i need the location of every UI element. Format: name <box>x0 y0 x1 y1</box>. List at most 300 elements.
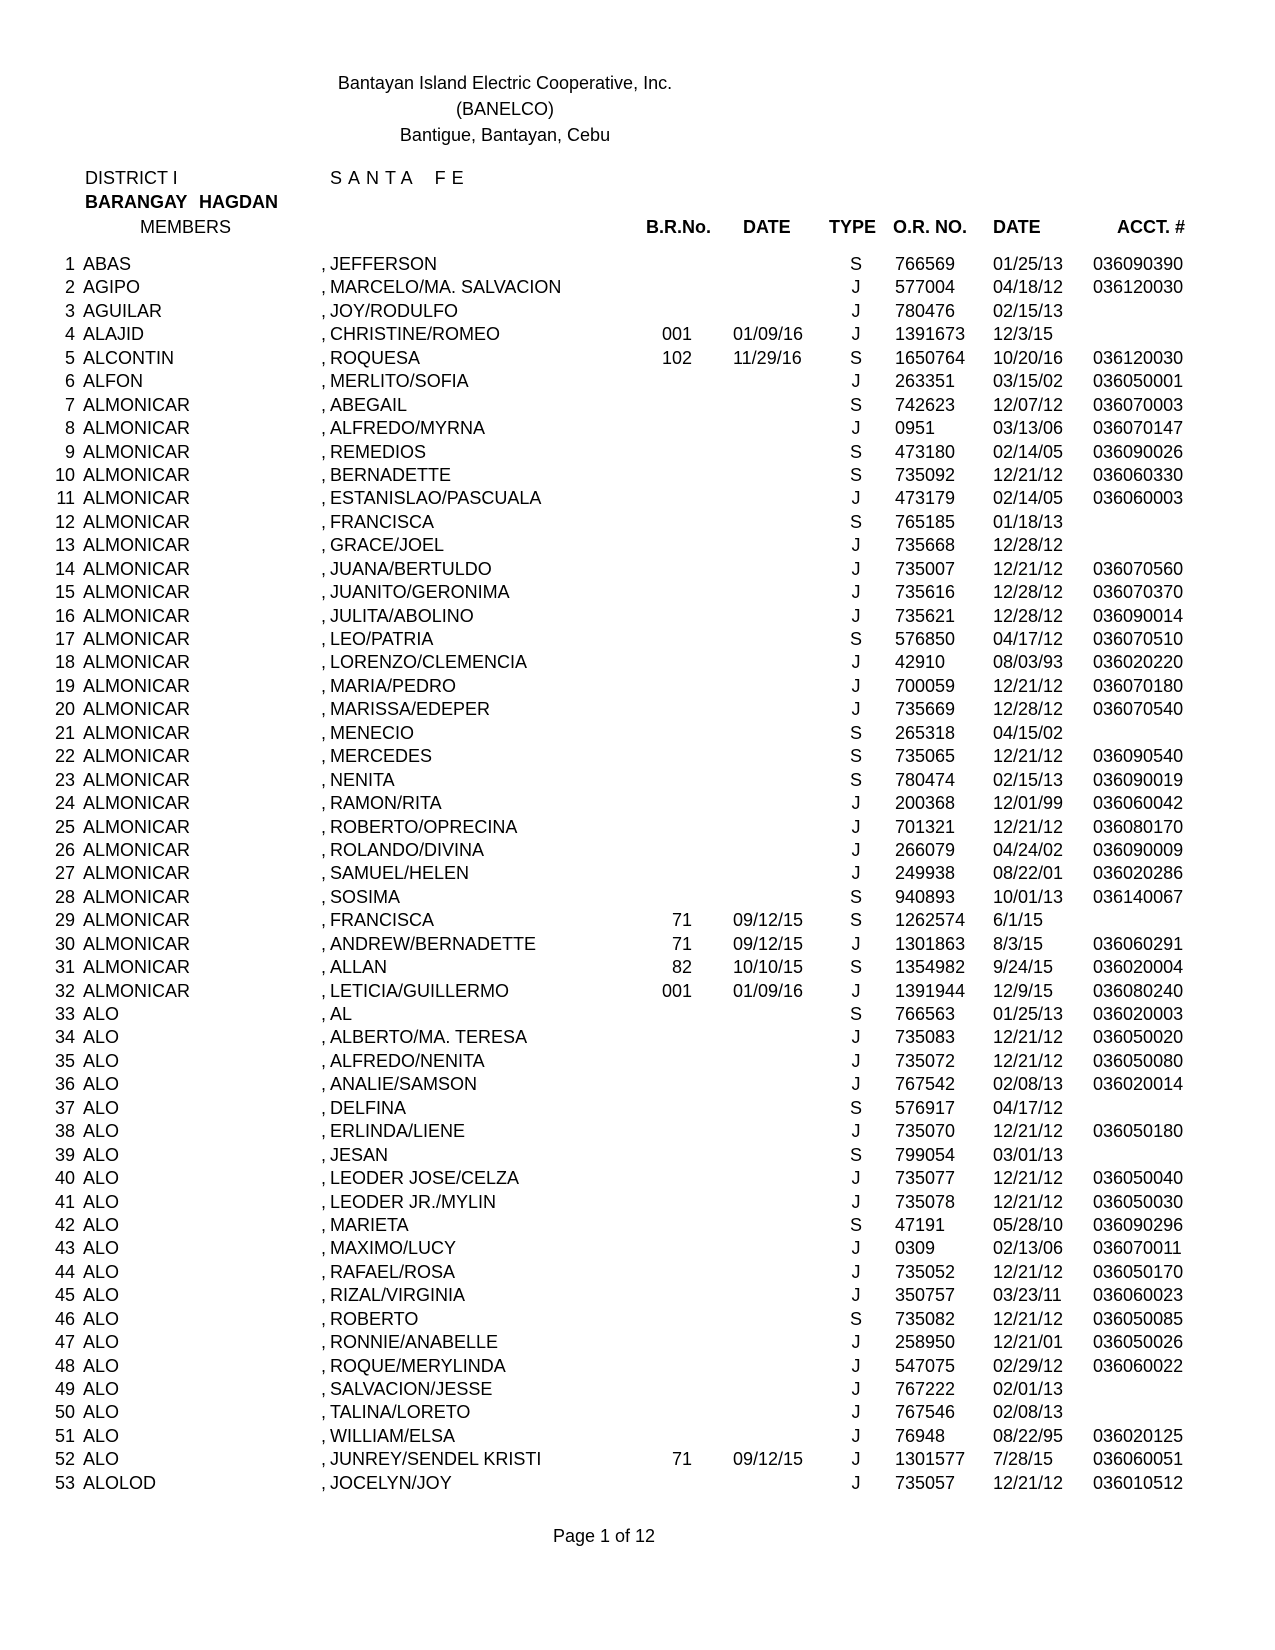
row-orno: 249938 <box>895 863 956 884</box>
row-orno: 765185 <box>895 511 956 532</box>
row-brno <box>640 300 692 323</box>
row-ordate: 04/24/02 <box>993 839 1064 860</box>
row-comma: , <box>320 629 326 649</box>
row-comma: , <box>320 441 326 462</box>
row-brno <box>640 722 692 745</box>
row-ordate: 01/25/13 <box>993 254 1064 274</box>
row-number: 20 <box>54 699 75 720</box>
row-brdate <box>692 862 817 885</box>
row-brdate <box>692 769 817 792</box>
row-brdate <box>692 1472 817 1495</box>
row-acct: 036050170 <box>1093 1261 1184 1282</box>
row-acct: 036090009 <box>1093 839 1184 860</box>
table-row <box>0 1308 1275 1331</box>
row-brdate <box>692 1003 817 1026</box>
row-type: S <box>849 511 862 532</box>
row-surname: ALAJID <box>83 324 145 345</box>
row-comma: , <box>320 863 326 884</box>
table-row <box>0 1425 1275 1448</box>
table-row <box>0 698 1275 721</box>
row-number: 5 <box>64 347 75 368</box>
row-given: RAFAEL/ROSA <box>330 1261 456 1282</box>
row-orno: 576850 <box>895 629 956 649</box>
row-type: J <box>851 863 861 884</box>
row-orno: 350757 <box>895 1285 956 1306</box>
row-comma: , <box>320 1355 326 1376</box>
row-acct <box>1093 534 1193 557</box>
row-surname: ALMONICAR <box>83 769 191 790</box>
row-number: 28 <box>54 886 75 907</box>
row-comma: , <box>320 793 326 814</box>
row-brdate <box>692 1425 817 1448</box>
row-comma: , <box>320 1379 326 1399</box>
row-acct: 036070003 <box>1093 394 1184 415</box>
row-brno <box>640 1401 692 1424</box>
row-comma: , <box>320 746 326 767</box>
row-number: 14 <box>54 558 75 579</box>
row-acct: 036070540 <box>1093 699 1184 720</box>
row-brno <box>640 886 692 909</box>
row-ordate: 12/28/12 <box>993 535 1064 556</box>
row-number: 4 <box>64 324 75 345</box>
row-surname: ALO <box>83 1425 120 1446</box>
row-comma: , <box>320 418 326 439</box>
row-number: 15 <box>54 582 75 603</box>
row-acct: 036050040 <box>1093 1168 1184 1189</box>
table-row <box>0 1097 1275 1120</box>
row-type: S <box>849 746 862 767</box>
table-row <box>0 1214 1275 1237</box>
row-acct: 036050001 <box>1093 371 1184 392</box>
row-type: J <box>851 980 861 1001</box>
row-ordate: 12/07/12 <box>993 394 1064 415</box>
row-ordate: 01/25/13 <box>993 1004 1064 1024</box>
row-brdate <box>692 534 817 557</box>
table-row <box>0 1050 1275 1073</box>
row-comma: , <box>320 1332 326 1353</box>
row-comma: , <box>320 1168 326 1189</box>
row-comma: , <box>320 722 326 743</box>
row-comma: , <box>320 769 326 790</box>
row-acct <box>1093 511 1193 534</box>
row-brdate <box>692 1331 817 1354</box>
row-type: J <box>851 1355 861 1376</box>
row-ordate: 02/08/13 <box>993 1074 1064 1095</box>
row-type: S <box>849 254 862 274</box>
row-given: ALLAN <box>330 957 388 978</box>
row-brdate <box>692 1144 817 1167</box>
row-acct: 036050020 <box>1093 1027 1184 1048</box>
row-brno: 82 <box>671 957 692 978</box>
row-number: 35 <box>54 1050 75 1071</box>
row-number: 25 <box>54 816 75 837</box>
row-type: J <box>851 371 861 392</box>
row-orno: 265318 <box>895 722 956 743</box>
row-ordate: 12/21/12 <box>993 1191 1064 1212</box>
row-orno: 263351 <box>895 371 956 392</box>
row-brno <box>640 1097 692 1120</box>
row-surname: ALMONICAR <box>83 699 191 720</box>
row-given: MARIETA <box>330 1214 409 1235</box>
row-brno <box>640 1355 692 1378</box>
table-row <box>0 722 1275 745</box>
row-brno <box>640 769 692 792</box>
row-given: NENITA <box>330 769 395 790</box>
row-orno: 766569 <box>895 254 956 274</box>
row-orno: 735057 <box>895 1472 956 1493</box>
row-orno: 767222 <box>895 1379 956 1399</box>
row-brdate <box>692 886 817 909</box>
row-given: FRANCISCA <box>330 511 435 532</box>
row-orno: 735621 <box>895 605 956 626</box>
row-brdate <box>692 1167 817 1190</box>
row-comma: , <box>320 816 326 837</box>
row-brdate <box>692 651 817 674</box>
table-row <box>0 511 1275 534</box>
row-comma: , <box>320 699 326 720</box>
row-brno <box>640 1425 692 1448</box>
row-brdate <box>692 816 817 839</box>
row-brdate: 01/09/16 <box>733 980 804 1001</box>
column-header-brdate: DATE <box>743 217 791 237</box>
row-comma: , <box>320 1214 326 1235</box>
row-given: JOY/RODULFO <box>330 300 459 321</box>
row-ordate: 12/21/12 <box>993 816 1064 837</box>
row-brdate: 09/12/15 <box>733 933 804 954</box>
row-acct: 036050080 <box>1093 1050 1184 1071</box>
table-row <box>0 605 1275 628</box>
row-ordate: 04/18/12 <box>993 277 1064 298</box>
row-brdate <box>692 1401 817 1424</box>
row-acct: 036090390 <box>1093 254 1184 274</box>
row-brno <box>640 276 692 299</box>
row-given: MERLITO/SOFIA <box>330 371 469 392</box>
row-given: ROBERTO/OPRECINA <box>330 816 518 837</box>
row-comma: , <box>320 933 326 954</box>
row-orno: 767542 <box>895 1074 956 1095</box>
row-acct <box>1093 1097 1193 1120</box>
row-acct: 036060291 <box>1093 933 1184 954</box>
row-number: 30 <box>54 933 75 954</box>
row-type: J <box>851 418 861 439</box>
row-comma: , <box>320 1285 326 1306</box>
row-ordate: 8/3/15 <box>993 933 1044 954</box>
table-row <box>0 323 1275 346</box>
row-surname: ALMONICAR <box>83 863 191 884</box>
row-type: J <box>851 324 861 345</box>
row-type: S <box>849 1004 862 1024</box>
row-given: MARIA/PEDRO <box>330 675 457 696</box>
row-brno <box>640 1261 692 1284</box>
row-comma: , <box>320 300 326 321</box>
row-given: LETICIA/GUILLERMO <box>330 980 510 1001</box>
row-number: 40 <box>54 1168 75 1189</box>
row-number: 13 <box>54 535 75 556</box>
row-brdate <box>692 558 817 581</box>
row-comma: , <box>320 1027 326 1048</box>
org-title-block <box>0 70 1010 148</box>
row-orno: 1301863 <box>895 933 966 954</box>
row-number: 53 <box>54 1472 75 1493</box>
row-ordate: 03/23/11 <box>993 1285 1062 1306</box>
row-surname: ALMONICAR <box>83 652 191 673</box>
row-orno: 200368 <box>895 793 956 814</box>
row-acct <box>1093 1378 1193 1401</box>
row-acct: 036020220 <box>1093 652 1184 673</box>
row-acct: 036060042 <box>1093 793 1184 814</box>
row-acct: 036070370 <box>1093 582 1184 603</box>
row-surname: ALO <box>83 1191 120 1212</box>
table-row <box>0 769 1275 792</box>
row-comma: , <box>320 254 326 274</box>
row-orno: 1650764 <box>895 347 966 368</box>
row-type: J <box>851 1168 861 1189</box>
row-brno <box>640 1050 692 1073</box>
row-brdate <box>692 628 817 651</box>
row-surname: ALO <box>83 1168 120 1189</box>
row-ordate: 12/21/12 <box>993 1472 1064 1493</box>
row-given: ROBERTO <box>330 1308 419 1329</box>
row-brdate: 09/12/15 <box>733 1449 804 1470</box>
row-number: 43 <box>54 1238 75 1259</box>
row-acct: 036060003 <box>1093 488 1184 509</box>
row-acct: 036020125 <box>1093 1425 1184 1446</box>
row-surname: ALO <box>83 1238 120 1259</box>
row-brdate <box>692 792 817 815</box>
row-brdate <box>692 1378 817 1401</box>
row-surname: ALMONICAR <box>83 394 191 415</box>
row-type: J <box>851 582 861 603</box>
row-orno: 76948 <box>895 1425 946 1446</box>
row-type: J <box>851 1027 861 1048</box>
row-type: J <box>851 933 861 954</box>
org-name: Bantayan Island Electric Cooperative, Inc. <box>337 73 673 93</box>
row-surname: ALMONICAR <box>83 441 191 462</box>
row-brno <box>640 605 692 628</box>
row-surname: ALMONICAR <box>83 511 191 532</box>
row-acct: 036090540 <box>1093 746 1184 767</box>
row-surname: ALO <box>83 1074 120 1095</box>
row-brno <box>640 1472 692 1495</box>
members-column-header: MEMBERS <box>140 217 232 237</box>
row-orno: 735077 <box>895 1168 956 1189</box>
row-acct: 036070510 <box>1093 629 1184 649</box>
row-ordate: 12/21/12 <box>993 1261 1064 1282</box>
row-surname: ALMONICAR <box>83 933 191 954</box>
table-row <box>0 1120 1275 1143</box>
row-orno: 767546 <box>895 1402 956 1423</box>
row-brno <box>640 628 692 651</box>
row-surname: ALMONICAR <box>83 980 191 1001</box>
row-ordate: 7/28/15 <box>993 1449 1054 1470</box>
row-brno <box>640 441 692 464</box>
row-orno: 0951 <box>895 418 936 439</box>
row-orno: 735070 <box>895 1121 956 1142</box>
row-brno <box>640 1378 692 1401</box>
row-surname: ALMONICAR <box>83 488 191 509</box>
row-brdate <box>692 1073 817 1096</box>
row-ordate: 08/22/95 <box>993 1425 1064 1446</box>
row-ordate: 02/29/12 <box>993 1355 1064 1376</box>
row-ordate: 6/1/15 <box>993 910 1044 931</box>
table-row <box>0 534 1275 557</box>
row-acct <box>1093 323 1193 346</box>
row-acct: 036020286 <box>1093 863 1184 884</box>
row-surname: ALO <box>83 1050 120 1071</box>
table-row <box>0 1191 1275 1214</box>
row-brdate: 01/09/16 <box>733 324 804 345</box>
row-type: J <box>851 1285 861 1306</box>
row-comma: , <box>320 535 326 556</box>
table-row <box>0 1401 1275 1424</box>
row-given: AL <box>330 1004 353 1024</box>
row-comma: , <box>320 347 326 368</box>
barangay-label: BARANGAY HAGDAN <box>85 192 279 212</box>
row-surname: ALCONTIN <box>83 347 175 368</box>
row-given: ANALIE/SAMSON <box>330 1074 478 1095</box>
table-row <box>0 581 1275 604</box>
table-row <box>0 1003 1275 1026</box>
row-surname: ALMONICAR <box>83 675 191 696</box>
column-header-orno: O.R. NO. <box>893 217 968 237</box>
row-orno: 735092 <box>895 464 956 485</box>
row-brdate <box>692 1120 817 1143</box>
row-number: 42 <box>54 1214 75 1235</box>
row-ordate: 12/28/12 <box>993 605 1064 626</box>
row-comma: , <box>320 324 326 345</box>
table-row <box>0 347 1275 370</box>
row-ordate: 12/21/12 <box>993 558 1064 579</box>
row-type: J <box>851 1261 861 1282</box>
row-number: 29 <box>54 910 75 931</box>
page-number: Page 1 of 12 <box>552 1526 656 1546</box>
row-number: 46 <box>54 1308 75 1329</box>
row-brdate <box>692 1237 817 1260</box>
row-brno <box>640 1144 692 1167</box>
row-ordate: 02/14/05 <box>993 441 1064 462</box>
row-orno: 735668 <box>895 535 956 556</box>
row-type: J <box>851 1402 861 1423</box>
row-orno: 735669 <box>895 699 956 720</box>
row-given: SALVACION/JESSE <box>330 1379 493 1399</box>
row-brno <box>640 698 692 721</box>
row-number: 26 <box>54 839 75 860</box>
row-brdate: 10/10/15 <box>733 957 804 978</box>
row-given: CHRISTINE/ROMEO <box>330 324 501 345</box>
row-orno: 1301577 <box>895 1449 966 1470</box>
table-row <box>0 370 1275 393</box>
row-surname: ALMONICAR <box>83 839 191 860</box>
row-brno <box>640 511 692 534</box>
row-given: MENECIO <box>330 722 415 743</box>
row-comma: , <box>320 511 326 532</box>
row-orno: 735072 <box>895 1050 956 1071</box>
table-row <box>0 862 1275 885</box>
row-given: LEODER JR./MYLIN <box>330 1191 497 1212</box>
row-brno <box>640 816 692 839</box>
row-ordate: 12/28/12 <box>993 699 1064 720</box>
row-ordate: 12/21/12 <box>993 675 1064 696</box>
row-number: 19 <box>54 675 75 696</box>
row-comma: , <box>320 675 326 696</box>
row-type: S <box>849 441 862 462</box>
row-type: J <box>851 839 861 860</box>
row-brno <box>640 745 692 768</box>
table-row <box>0 980 1275 1003</box>
row-given: JUANITO/GERONIMA <box>330 582 510 603</box>
row-ordate: 12/21/12 <box>993 1308 1064 1329</box>
row-orno: 735052 <box>895 1261 956 1282</box>
table-row <box>0 300 1275 323</box>
row-surname: ALO <box>83 1332 120 1353</box>
row-type: S <box>849 394 862 415</box>
row-surname: ALMONICAR <box>83 816 191 837</box>
row-comma: , <box>320 839 326 860</box>
row-surname: ALO <box>83 1355 120 1376</box>
row-ordate: 05/28/10 <box>993 1214 1064 1235</box>
row-orno: 1391944 <box>895 980 966 1001</box>
row-given: ALFREDO/NENITA <box>330 1050 485 1071</box>
row-surname: ALMONICAR <box>83 886 191 907</box>
row-ordate: 08/22/01 <box>993 863 1064 884</box>
row-brdate: 11/29/16 <box>733 347 802 368</box>
row-number: 21 <box>54 722 75 743</box>
table-row <box>0 839 1275 862</box>
row-acct: 036070180 <box>1093 675 1184 696</box>
row-brdate <box>692 253 817 276</box>
row-given: ERLINDA/LIENE <box>330 1121 466 1142</box>
row-comma: , <box>320 371 326 392</box>
row-brno <box>640 1191 692 1214</box>
row-orno: 735083 <box>895 1027 956 1048</box>
table-row <box>0 1026 1275 1049</box>
row-brdate <box>692 1097 817 1120</box>
row-ordate: 04/17/12 <box>993 1097 1064 1118</box>
row-number: 3 <box>64 300 75 321</box>
row-number: 50 <box>54 1402 75 1423</box>
row-number: 41 <box>54 1191 75 1212</box>
row-brno <box>640 1308 692 1331</box>
row-brno <box>640 1237 692 1260</box>
row-acct: 036080240 <box>1093 980 1184 1001</box>
org-address: Bantigue, Bantayan, Cebu <box>399 125 611 145</box>
row-surname: ALMONICAR <box>83 605 191 626</box>
row-acct: 036060051 <box>1093 1449 1184 1470</box>
row-given: GRACE/JOEL <box>330 535 445 556</box>
row-orno: 576917 <box>895 1097 956 1118</box>
row-brno: 001 <box>661 324 692 345</box>
table-row <box>0 487 1275 510</box>
row-brno <box>640 558 692 581</box>
row-number: 22 <box>54 746 75 767</box>
row-brdate <box>692 745 817 768</box>
district-label: DISTRICT I <box>85 168 178 188</box>
row-surname: ALO <box>83 1214 120 1235</box>
row-acct: 036010512 <box>1093 1472 1184 1493</box>
row-brdate <box>692 1261 817 1284</box>
table-row <box>0 1331 1275 1354</box>
row-type: J <box>851 1332 861 1353</box>
row-brdate <box>692 722 817 745</box>
row-comma: , <box>320 910 326 931</box>
row-orno: 742623 <box>895 394 956 415</box>
row-given: REMEDIOS <box>330 441 427 462</box>
table-row <box>0 956 1275 979</box>
row-given: FRANCISCA <box>330 910 435 931</box>
row-acct: 036050180 <box>1093 1121 1184 1142</box>
row-type: S <box>849 957 862 978</box>
row-comma: , <box>320 1144 326 1165</box>
